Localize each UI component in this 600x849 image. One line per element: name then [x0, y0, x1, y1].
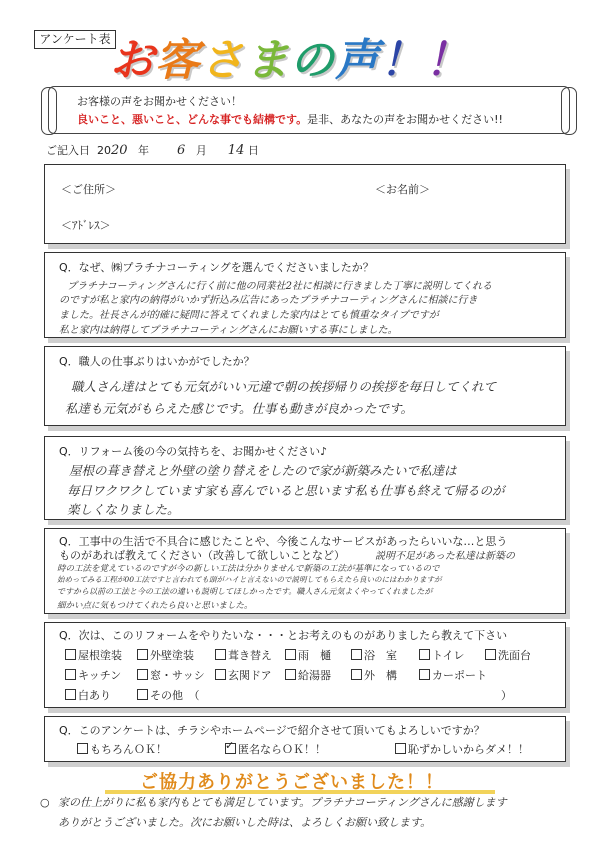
option-kitchen[interactable]: [65, 667, 121, 683]
option-label: 玄関ドア: [228, 669, 272, 682]
option-reroof[interactable]: [215, 647, 272, 663]
q1-answer-line-3[interactable]: ました。社長さんが的確に疑問に答えてくれました家内はとても慎重なタイプですが: [59, 310, 439, 321]
other-close-paren: ）: [501, 689, 512, 702]
option-label: 雨 樋: [298, 649, 331, 662]
year-prefix: 20: [97, 144, 111, 157]
option-label: その他 （: [150, 689, 200, 702]
day-value[interactable]: 14: [227, 143, 245, 158]
contact-box: [44, 164, 566, 244]
option-exterior[interactable]: [351, 667, 397, 683]
option-termite[interactable]: [65, 687, 111, 703]
q2-answer-line-1[interactable]: 職人さん達はとても元気がいい元違で朝の挨拶帰りの挨拶を毎日してくれて: [71, 379, 497, 394]
intro-emphasis: 良いこと、悪いこと、どんな事でも結構です。: [77, 113, 308, 126]
checkbox-icon[interactable]: [137, 689, 148, 700]
checkbox-checked-icon[interactable]: [225, 743, 236, 754]
q5-question: Q．次は、このリフォームをやりたいな・・・とお考えのものがありましたら教えて下さい: [59, 629, 508, 642]
option-gutter[interactable]: [285, 647, 331, 663]
intro-banner: [48, 86, 570, 134]
q5-box: [44, 622, 566, 708]
month-unit: 月: [195, 144, 207, 157]
option-label: 匿名ならＯＫ！！: [238, 743, 326, 756]
q1-answer-line-4[interactable]: 私と家内は納得してプラチナコーティングさんにお願いする事にしました。: [59, 325, 398, 336]
q4-answer-line-4[interactable]: ですから以前の工法と今の工法の違いも説明してほしかったです。職人さん元気よくやってくれましたが: [57, 587, 433, 596]
checkbox-icon[interactable]: [485, 649, 496, 660]
checkbox-icon[interactable]: [395, 743, 406, 754]
option-label: 恥ずかしいからダメ！！: [408, 743, 529, 756]
title-char: お: [110, 35, 155, 86]
q3-answer-line-2[interactable]: 毎日ワクワクしています家も喜んでいると思います私も仕事も終えて帰るのが: [67, 483, 505, 498]
email-label: ＜ｱﾄﾞﾚｽ＞: [61, 219, 111, 232]
option-entrance-door[interactable]: [215, 667, 272, 683]
scroll-curl-left: [41, 87, 57, 135]
q1-answer-line-2[interactable]: のですが私と家内の納得がいかず折込み広告にあったプラチナコーティングさんに相談に行き: [59, 295, 478, 306]
q2-box: [44, 346, 566, 426]
checkbox-icon[interactable]: [419, 669, 430, 680]
page-title: [110, 24, 510, 84]
checkbox-icon[interactable]: [215, 669, 226, 680]
q4-box: [44, 528, 566, 614]
thanks-message: ご協力ありがとうございました！！: [140, 772, 444, 793]
intro-line-1: お客様の声をお聞かせください！: [77, 95, 242, 108]
name-label: ＜お名前＞: [375, 183, 430, 196]
option-window[interactable]: [137, 667, 205, 683]
option-washbasin[interactable]: [485, 647, 531, 663]
scroll-curl-right: [561, 87, 577, 135]
q1-question: Q．なぜ、㈱プラチナコーティングを選んでくださいましたか？: [59, 261, 374, 274]
option-label: 白あり: [78, 689, 111, 702]
option-label: 窓・サッシ: [150, 669, 205, 682]
option-label: 給湯器: [298, 669, 331, 682]
q3-answer-line-1[interactable]: 屋根の葺き替えと外壁の塗り替えをしたので家が新築みたいで私達は: [69, 463, 457, 478]
option-toilet[interactable]: [419, 647, 464, 663]
checkbox-icon[interactable]: [77, 743, 88, 754]
checkbox-icon[interactable]: [215, 649, 226, 660]
q3-box: [44, 436, 566, 520]
q4-answer-line-1[interactable]: 説明不足があった私達は新築の: [375, 551, 515, 562]
title-char: ！: [380, 35, 425, 86]
option-wall-paint[interactable]: [137, 647, 194, 663]
checkbox-icon[interactable]: [65, 649, 76, 660]
option-label: 屋根塗装: [78, 649, 122, 662]
checkbox-icon[interactable]: [137, 669, 148, 680]
q4-answer-line-2[interactable]: 時の工法を覚えているのですが今の新しい工法は分かりませんで新築の工法が基準になっているので: [57, 564, 440, 574]
option-label: 葺き替え: [228, 649, 272, 662]
option-label: 浴 室: [364, 649, 397, 662]
survey-tag: アンケート表: [34, 30, 116, 49]
day-unit: 日: [247, 144, 259, 157]
q4-question-line-1: Q．工事中の生活で不具合に感じたことや、今後こんなサービスがあったらいいな…と思う: [59, 535, 508, 548]
bullet-mark: ○: [40, 796, 50, 809]
q6-box: [44, 716, 566, 762]
address-label: ＜ご住所＞: [61, 183, 116, 196]
q6-question: Q．このアンケートは、チラシやホームページで紹介させて頂いてもよろしいですか？: [59, 724, 485, 737]
option-water-heater[interactable]: [285, 667, 331, 683]
intro-rest: 是非、あなたの声をお聞かせください!!: [307, 113, 503, 126]
footer-note-line-2[interactable]: ありがとうございました。次にお願いした時は、よろしくお願い致します。: [58, 816, 432, 829]
q4-answer-line-3[interactable]: 始めってみる工程が00工法ですと言われても頭がハイと言えないので説明してもらえたら良いのにはわかりますが: [57, 575, 442, 584]
option-other[interactable]: [137, 687, 200, 703]
checkbox-icon[interactable]: [137, 649, 148, 660]
year-value[interactable]: 20: [111, 143, 128, 158]
option-roof-paint[interactable]: [65, 647, 122, 663]
title-char: さ: [200, 35, 245, 86]
q3-question: Q．リフォーム後の今の気持ちを、お聞かせください♪: [59, 445, 328, 458]
q4-question-line-2: ものがあれば教えてください（改善して欲しいことなど）: [59, 549, 345, 562]
q2-answer-line-2[interactable]: 私達も元気がもらえた感じです。仕事も動きが良かったです。: [65, 401, 414, 416]
checkbox-icon[interactable]: [351, 669, 362, 680]
option-bathroom[interactable]: [351, 647, 397, 663]
q4-answer-line-5[interactable]: 細かい点に気もつけてくれたら良いと思いました。: [57, 601, 253, 611]
title-char: ！: [425, 35, 470, 86]
option-label: もちろんＯＫ！: [90, 743, 167, 756]
title-char: の: [290, 35, 335, 86]
title-char: 声: [335, 35, 380, 86]
month-value[interactable]: 6: [177, 143, 186, 158]
entry-date: [46, 142, 259, 158]
q1-box: [44, 252, 566, 338]
q2-question: Q．職人の仕事ぶりはいかがでしたか？: [59, 355, 255, 368]
checkbox-icon[interactable]: [285, 669, 296, 680]
checkbox-icon[interactable]: [351, 649, 362, 660]
option-label: キッチン: [78, 669, 122, 682]
intro-line-2: [77, 111, 503, 127]
title-char: ま: [245, 35, 290, 86]
footer-note-line-1[interactable]: 家の仕上がりに私も家内もとても満足しています。プラチナコーティングさんに感謝します: [58, 796, 507, 809]
checkbox-icon[interactable]: [419, 649, 430, 660]
q3-answer-line-3[interactable]: 楽しくなりました。: [67, 502, 180, 517]
checkbox-icon[interactable]: [65, 689, 76, 700]
title-char: 客: [155, 35, 200, 86]
option-label: 外壁塗装: [150, 649, 194, 662]
option-label: トイレ: [432, 649, 465, 662]
year-unit: 年: [138, 144, 150, 157]
option-carport[interactable]: [419, 667, 487, 683]
q1-answer-line-1[interactable]: プラチナコーティングさんに行く前に他の同業社2社に相談に行きました丁寧に説明してくれる: [67, 281, 492, 292]
option-no[interactable]: [395, 741, 529, 757]
checkbox-icon[interactable]: [285, 649, 296, 660]
date-label: ご記入日: [46, 144, 90, 157]
option-anonymous-ok[interactable]: [225, 741, 326, 757]
option-label: カーポート: [432, 669, 487, 682]
option-label: 洗面台: [498, 649, 531, 662]
checkbox-icon[interactable]: [65, 669, 76, 680]
option-ok[interactable]: [77, 741, 167, 757]
option-label: 外 構: [364, 669, 397, 682]
